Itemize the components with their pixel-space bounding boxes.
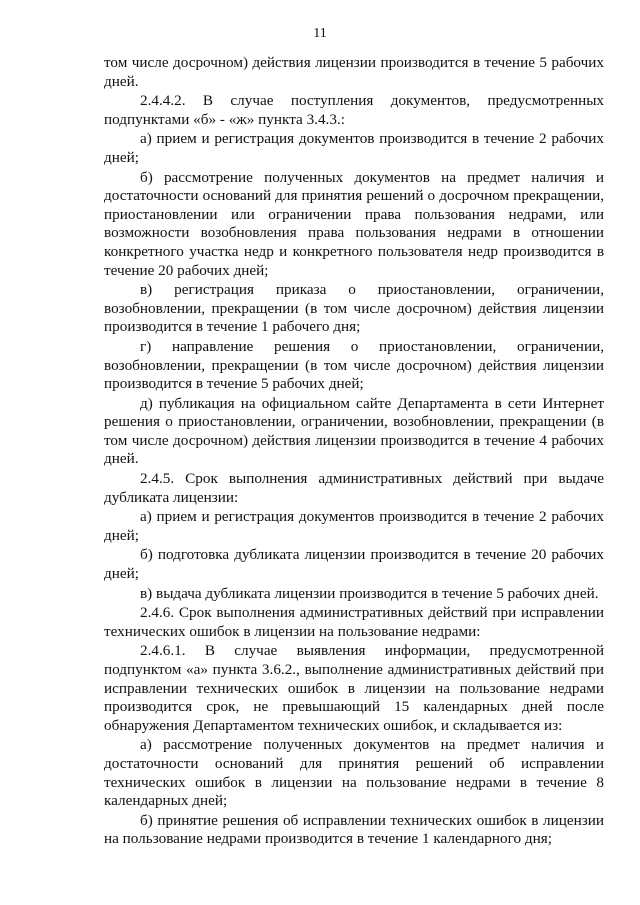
page-number: 11 <box>313 26 327 41</box>
list-item-a: а) прием и регистрация документов производится в течение 2 рабочих дней; <box>104 130 604 166</box>
document-body <box>104 54 604 850</box>
paragraph-2-4-4-2: 2.4.4.2. В случае поступления документов, предусмотренных подпунктами «б» - «ж» пункта 3.4.3.: <box>104 92 604 128</box>
list-item-g: г) направление решения о приостановлении, ограничении, возобновлении, прекращении (в том числе досрочном) действия лицензии производится в течение 5 рабочих дней; <box>104 337 604 393</box>
list-item-b: б) рассмотрение полученных документов на предмет наличия и достаточности оснований для принятия решений о досрочном прекращении, приостановлении или ограничении права пользования недрами, или возможности возобновления права пользования недрами в отношении конкретного участка недр и конкретного пользователя недр производится в течение 20 рабочих дней; <box>104 168 604 279</box>
paragraph-2-4-6-1: 2.4.6.1. В случае выявления информации, предусмотренной подпунктом «а» пункта 3.6.2., выполнение административных действий при исправлении технических ошибок в лицензии на пользование недрами производится срок, не превышающий 15 календарных дней после обнаружения Департаментом технических ошибок, и складывается из: <box>104 642 604 734</box>
paragraph-2-4-5: 2.4.5. Срок выполнения административных действий при выдаче дубликата лицензии: <box>104 470 604 506</box>
list-item-b: б) принятие решения об исправлении технических ошибок в лицензии на пользование недрами производится в течение 1 календарного дня; <box>104 811 604 848</box>
list-item-d: д) публикация на официальном сайте Департамента в сети Интернет решения о приостановлении, ограничении, возобновлении, прекращении (в том числе досрочном) действия лицензии производится в течение 4 рабочих дней. <box>104 394 604 468</box>
list-item-a: а) прием и регистрация документов производится в течение 2 рабочих дней; <box>104 508 604 544</box>
paragraph-2-4-6: 2.4.6. Срок выполнения административных действий при исправлении технических ошибок в лицензии на пользование недрами: <box>104 604 604 640</box>
list-item-a: а) рассмотрение полученных документов на предмет наличия и достаточности оснований для принятия решений об исправлении технических ошибок в лицензии на пользование недрами в течение 8 календарных дней; <box>104 736 604 810</box>
list-item-v: в) регистрация приказа о приостановлении, ограничении, возобновлении, прекращении (в том числе досрочном) действия лицензии производится в течение 1 рабочего дня; <box>104 281 604 336</box>
list-item-v: в) выдача дубликата лицензии производится в течение 5 рабочих дней. <box>140 584 599 602</box>
paragraph-continuation: том числе досрочном) действия лицензии производится в течение 5 рабочих дней. <box>104 54 604 90</box>
list-item-b: б) подготовка дубликата лицензии производится в течение 20 рабочих дней; <box>104 546 604 583</box>
